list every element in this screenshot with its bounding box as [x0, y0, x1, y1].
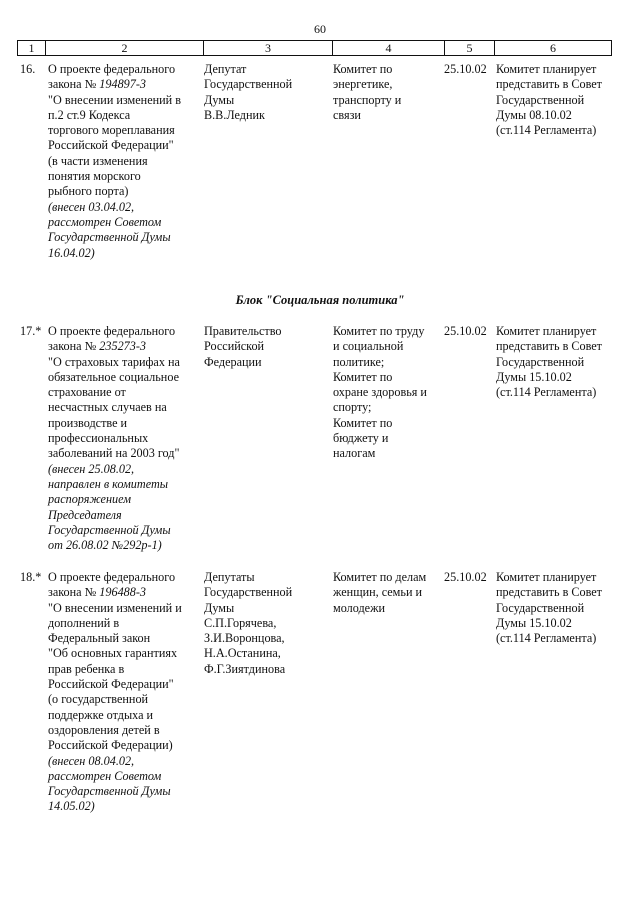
bill-title-line: производстве и [48, 415, 128, 430]
bill-title-cell [48, 62, 198, 261]
author-line: З.И.Воронцова, [204, 631, 285, 646]
plan-line: (ст.114 Регламента) [496, 631, 597, 646]
plan-line: представить в Совет [496, 77, 603, 92]
column-header-4: 4 [333, 41, 445, 56]
committee-line: Комитет по [333, 369, 393, 384]
author-line: С.П.Горячева, [204, 615, 277, 630]
plan-cell [496, 324, 626, 400]
bill-title-line: п.2 ст.9 Кодекса [48, 107, 131, 122]
author-line: Российской [204, 339, 265, 354]
bill-title-line: профессиональных [48, 431, 149, 446]
author-line: Депутаты [204, 570, 255, 584]
committee-line: женщин, семьи и [333, 585, 423, 600]
date-cell: 25.10.02 [444, 62, 487, 76]
committee-line: политике; [333, 354, 385, 369]
committee-cell [333, 570, 441, 616]
bill-note-line: рассмотрен Советом [48, 768, 162, 783]
bill-title-line: Федеральный закон [48, 631, 151, 646]
bill-title-line: Российской Федерации) [48, 738, 173, 753]
committee-line: энергетике, [333, 77, 393, 92]
bill-note-line: Государственной Думы [48, 522, 171, 537]
committee-cell [333, 324, 441, 462]
bill-title-line: обязательное социальное [48, 369, 179, 384]
column-header-6: 6 [495, 41, 612, 56]
bill-number: 194897-3 [99, 77, 146, 92]
plan-line: Государственной [496, 600, 585, 615]
plan-cell [496, 62, 626, 138]
committee-line: налогам [333, 446, 376, 461]
bill-number-label: закона № [48, 585, 100, 600]
bill-note-line: (внесен 25.08.02, [48, 461, 135, 476]
bill-number: 235273-3 [99, 339, 146, 354]
bill-note-line: 14.05.02) [48, 799, 95, 814]
plan-line: (ст.114 Регламента) [496, 123, 597, 138]
bill-title-line: Российской Федерации" [48, 138, 174, 153]
committee-line: молодежи [333, 600, 386, 615]
committee-line: охране здоровья и [333, 385, 427, 400]
committee-line: Комитет по [333, 62, 393, 76]
bill-number-label: закона № [48, 339, 100, 354]
bill-number-line [48, 77, 198, 92]
bill-title-line: прав ребенка в [48, 661, 125, 676]
plan-line: Думы 15.10.02 [496, 615, 572, 630]
row-number: 18.* [20, 570, 42, 584]
bill-title-line: О проекте федерального [48, 324, 176, 338]
bill-title-line: "Об основных гарантиях [48, 646, 178, 661]
bill-note-line: распоряжением [48, 492, 131, 507]
bill-note-line: (внесен 03.04.02, [48, 199, 135, 214]
block-title: Блок "Социальная политика" [235, 293, 405, 307]
bill-title-cell [48, 324, 198, 553]
author-line: Государственной [204, 585, 293, 600]
bill-title-line: "О внесении изменений и [48, 600, 182, 615]
author-line: Ф.Г.Зиятдинова [204, 661, 286, 676]
bill-note-line: от 26.08.02 №292р-1) [48, 538, 162, 553]
committee-line: связи [333, 107, 361, 122]
bill-title-line: несчастных случаев на [48, 400, 167, 415]
author-line: Федерации [204, 354, 262, 369]
bill-number-line [48, 339, 198, 354]
bill-title-line: страхование от [48, 385, 126, 400]
bill-title-cell [48, 570, 198, 815]
author-cell [204, 62, 328, 123]
committee-line: Комитет по делам [333, 570, 427, 584]
plan-line: представить в Совет [496, 585, 603, 600]
bill-title-line: торгового мореплавания [48, 123, 175, 138]
committee-line: спорту; [333, 400, 372, 415]
author-line: Думы [204, 600, 235, 615]
bill-number-line [48, 585, 198, 600]
plan-line: Комитет планирует [496, 324, 597, 338]
bill-title-line: О проекте федерального [48, 62, 176, 76]
author-line: Государственной [204, 77, 293, 92]
bill-title-line: оздоровления детей в [48, 722, 160, 737]
plan-line: (ст.114 Регламента) [496, 385, 597, 400]
bill-title-line: "О внесении изменений в [48, 92, 181, 107]
bill-title-line: понятия морского [48, 169, 141, 184]
author-cell [204, 570, 328, 677]
plan-cell [496, 570, 626, 646]
column-header-table [17, 40, 612, 56]
bill-title-line: (в части изменения [48, 153, 148, 168]
bill-title-line: дополнений в [48, 615, 120, 630]
date-cell: 25.10.02 [444, 570, 487, 584]
author-line: В.В.Ледник [204, 107, 265, 122]
bill-title-line: рыбного порта) [48, 184, 129, 199]
column-header-1: 1 [18, 41, 46, 56]
bill-note-line: рассмотрен Советом [48, 214, 162, 229]
plan-line: Думы 15.10.02 [496, 369, 572, 384]
author-line: Думы [204, 92, 235, 107]
committee-line: Комитет по труду [333, 324, 425, 338]
page-number: 60 [314, 22, 326, 36]
plan-line: Государственной [496, 354, 585, 369]
bill-title-line: (о государственной [48, 692, 149, 707]
bill-note-line: Государственной Думы [48, 230, 171, 245]
author-line: Депутат [204, 62, 247, 76]
column-header-3: 3 [204, 41, 333, 56]
bill-note-line: направлен в комитеты [48, 476, 169, 491]
bill-title-line: поддержке отдыха и [48, 707, 154, 722]
bill-number-label: закона № [48, 77, 100, 92]
bill-note-line: (внесен 08.04.02, [48, 753, 135, 768]
plan-line: представить в Совет [496, 339, 603, 354]
bill-title-line: заболеваний на 2003 год" [48, 446, 180, 461]
plan-line: Думы 08.10.02 [496, 107, 572, 122]
author-line: Н.А.Останина, [204, 646, 281, 661]
row-number: 16. [20, 62, 36, 76]
committee-line: бюджету и [333, 431, 389, 446]
author-cell [204, 324, 328, 370]
date-cell: 25.10.02 [444, 324, 487, 338]
bill-title-line: О проекте федерального [48, 570, 176, 584]
committee-line: Комитет по [333, 415, 393, 430]
bill-title-line: "О страховых тарифах на [48, 354, 180, 369]
bill-note-line: Председателя [48, 507, 122, 522]
plan-line: Комитет планирует [496, 570, 597, 584]
committee-line: и социальной [333, 339, 404, 354]
bill-number: 196488-3 [99, 585, 146, 600]
committee-cell [333, 62, 441, 123]
plan-line: Государственной [496, 92, 585, 107]
committee-line: транспорту и [333, 92, 402, 107]
row-number: 17.* [20, 324, 42, 338]
bill-title-line: Российской Федерации" [48, 677, 174, 692]
column-header-2: 2 [46, 41, 204, 56]
plan-line: Комитет планирует [496, 62, 597, 76]
author-line: Правительство [204, 324, 282, 338]
bill-note-line: Государственной Думы [48, 784, 171, 799]
column-header-5: 5 [445, 41, 495, 56]
bill-note-line: 16.04.02) [48, 245, 95, 260]
